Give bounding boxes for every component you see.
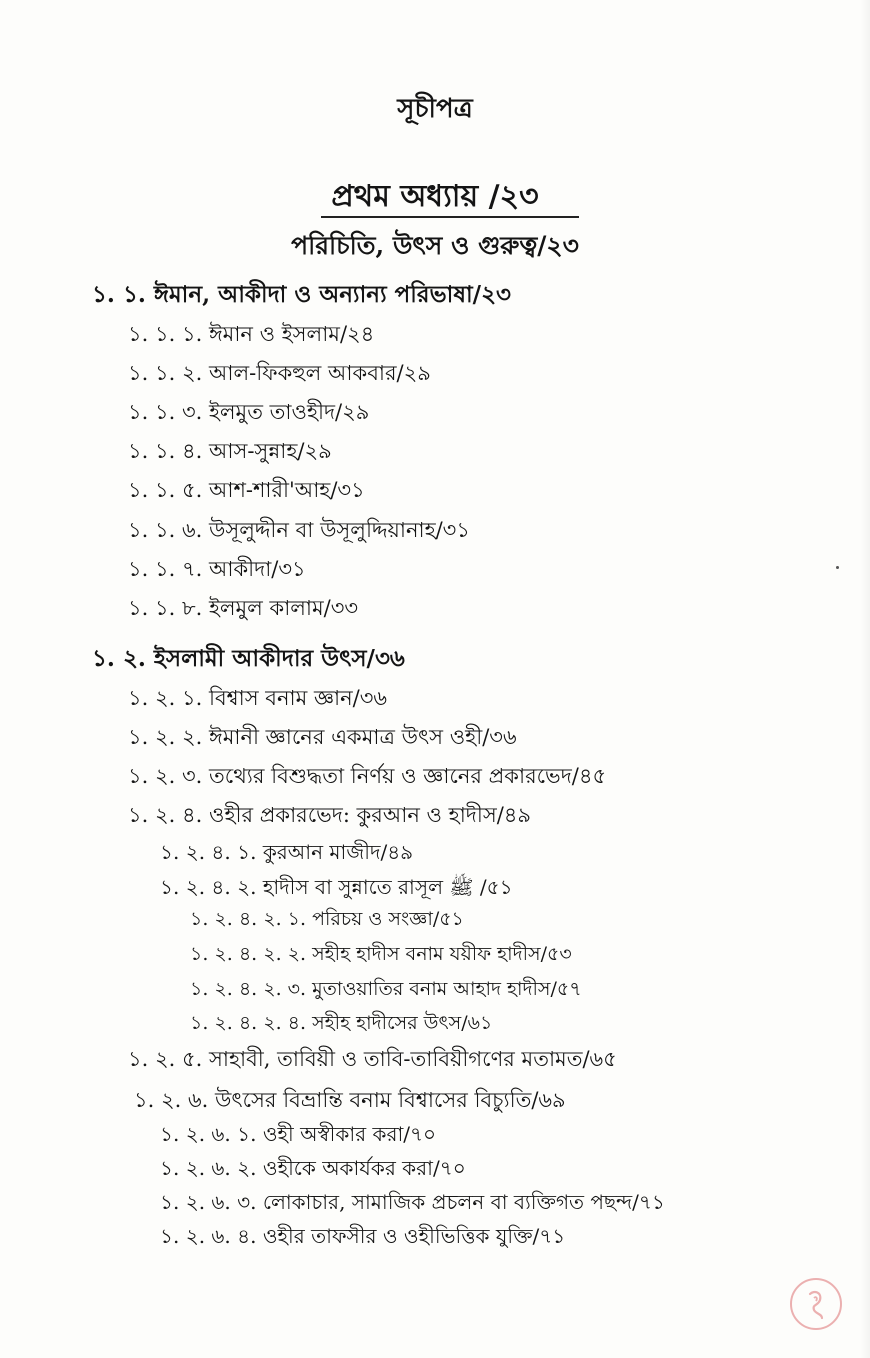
toc-entry bbox=[128, 764, 606, 789]
toc-entry-number: ১. ২. ৬. ২. bbox=[160, 1156, 257, 1180]
page-title: সূচীপত্র bbox=[397, 94, 473, 124]
toc-entry-number: ১. ১. ৪. bbox=[128, 439, 203, 463]
page-speck bbox=[836, 566, 839, 569]
toc-entry bbox=[134, 1088, 566, 1113]
toc-entry-title: ইসলামী আকীদার উৎস/৩৬ bbox=[153, 645, 405, 672]
toc-entry-title: সহীহ হাদীসের উৎস/৬১ bbox=[312, 1012, 493, 1034]
toc-entry bbox=[128, 1047, 617, 1072]
toc-entry bbox=[128, 322, 374, 347]
toc-entry bbox=[160, 1122, 436, 1146]
toc-entry-title: আস-সুন্নাহ/২৯ bbox=[208, 439, 332, 463]
toc-entry bbox=[92, 645, 405, 673]
toc-entry-title: বিশ্বাস বনাম জ্ঞান/৩৬ bbox=[208, 686, 388, 710]
toc-entry-title: কুরআন মাজীদ/৪৯ bbox=[262, 840, 414, 864]
toc-entry bbox=[190, 908, 464, 931]
toc-entry bbox=[128, 400, 369, 425]
toc-entry bbox=[160, 1224, 565, 1248]
toc-entry bbox=[128, 596, 358, 621]
toc-entry bbox=[128, 361, 431, 386]
toc-entry-number: ১. ২. ৬. bbox=[134, 1088, 209, 1112]
toc-entry-title: হাদীস বা সুন্নাতে রাসূল ﷺ /৫১ bbox=[262, 875, 513, 899]
toc-entry-title: উৎসের বিভ্রান্তি বনাম বিশ্বাসের বিচ্যুতি/৬৯ bbox=[215, 1088, 566, 1112]
toc-entry-number: ১. ১. bbox=[92, 281, 146, 308]
toc-entry-title: লোকাচার, সামাজিক প্রচলন বা ব্যক্তিগত পছন্দ/৭১ bbox=[262, 1190, 665, 1214]
toc-entry bbox=[128, 686, 387, 711]
toc-entry bbox=[190, 943, 572, 966]
toc-entry-number: ১. ২. ২. bbox=[128, 725, 203, 749]
toc-entry bbox=[190, 978, 582, 1001]
toc-entry-number: ১. ১. ৭. bbox=[128, 557, 203, 581]
toc-entry bbox=[160, 1156, 466, 1180]
toc-entry bbox=[128, 439, 332, 464]
toc-entry-number: ১. ২. ৬. ১. bbox=[160, 1122, 257, 1146]
toc-entry bbox=[128, 803, 531, 828]
toc-entry-title: ওহীকে অকার্যকর করা/৭০ bbox=[262, 1156, 466, 1180]
toc-entry-title: ইলমুল কালাম/৩৩ bbox=[208, 596, 359, 620]
publisher-seal-icon bbox=[790, 1278, 842, 1330]
toc-entry-title: ওহীর তাফসীর ও ওহীভিত্তিক যুক্তি/৭১ bbox=[262, 1224, 566, 1248]
toc-entry-title: সাহাবী, তাবিয়ী ও তাবি-তাবিয়ীগণের মতামত/৬৫ bbox=[208, 1047, 617, 1071]
toc-entry-title: সহীহ হাদীস বনাম যয়ীফ হাদীস/৫৩ bbox=[312, 943, 572, 965]
toc-entry-title: মুতাওয়াতির বনাম আহাদ হাদীস/৫৭ bbox=[312, 978, 582, 1000]
toc-entry-number: ১. ১. ৬. bbox=[128, 518, 203, 542]
toc-entry bbox=[128, 518, 470, 543]
toc-entry-number: ১. ১. ৩. bbox=[128, 400, 203, 424]
toc-entry-title: ঈমান ও ইসলাম/২৪ bbox=[208, 322, 375, 346]
toc-entry-number: ১. ১. ৮. bbox=[128, 596, 203, 620]
toc-entry-title: আশ-শারী'আহ/৩১ bbox=[208, 478, 365, 502]
toc-entry-title: আকীদা/৩১ bbox=[208, 557, 306, 581]
toc-entry-number: ১. ২. ৪. ২. bbox=[160, 875, 257, 899]
toc-entry-number: ১. ১. ৫. bbox=[128, 478, 203, 502]
toc-entry-number: ১. ২. bbox=[92, 645, 146, 672]
toc-entry-number: ১. ১. ২. bbox=[128, 361, 203, 385]
toc-entry-number: ১. ২. ৪. ২. ৪. bbox=[190, 1012, 307, 1034]
toc-entry-number: ১. ২. ৫. bbox=[128, 1047, 203, 1071]
toc-entry bbox=[160, 1190, 665, 1214]
toc-entry-number: ১. ২. ৪. ২. ২. bbox=[190, 943, 307, 965]
toc-entry-number: ১. ২. ৬. ৩. bbox=[160, 1190, 257, 1214]
toc-entry-title: ইলমুত তাওহীদ/২৯ bbox=[208, 400, 370, 424]
toc-entry-number: ১. ২. ১. bbox=[128, 686, 203, 710]
toc-entry-title: ঈমানী জ্ঞানের একমাত্র উৎস ওহী/৩৬ bbox=[209, 725, 517, 749]
toc-entry bbox=[128, 557, 306, 582]
toc-entry-title: আল-ফিকহুল আকবার/২৯ bbox=[208, 361, 431, 385]
toc-entry-number: ১. ২. ৪. bbox=[128, 803, 203, 827]
toc-entry-number: ১. ২. ৪. ২. ৩. bbox=[190, 978, 307, 1000]
toc-entry-number: ১. ২. ৪. ১. bbox=[160, 840, 257, 864]
toc-entry-title: পরিচয় ও সংজ্ঞা/৫১ bbox=[312, 908, 464, 930]
toc-entry-title: ঈমান, আকীদা ও অন্যান্য পরিভাষা/২৩ bbox=[153, 281, 511, 308]
chapter-subtitle: পরিচিতি, উৎস ও গুরুত্ব/২৩ bbox=[291, 231, 579, 260]
toc-entry-number: ১. ২. ৩. bbox=[128, 764, 203, 788]
toc-entry-title: উসূলুদ্দীন বা উসূলুদ্দিয়ানাহ/৩১ bbox=[208, 518, 470, 542]
toc-entry bbox=[160, 840, 413, 864]
toc-entry-number: ১. ২. ৪. ২. ১. bbox=[190, 908, 307, 930]
chapter-title: প্রথম অধ্যায় /২৩ bbox=[331, 179, 539, 214]
toc-entry-title: ওহী অস্বীকার করা/৭০ bbox=[262, 1122, 437, 1146]
toc-entry bbox=[128, 725, 517, 750]
toc-entry-number: ১. ২. ৬. ৪. bbox=[160, 1224, 257, 1248]
toc-entry-number: ১. ১. ১. bbox=[128, 322, 203, 346]
toc-entry bbox=[128, 478, 365, 503]
toc-entry-title: তথ্যের বিশুদ্ধতা নির্ণয় ও জ্ঞানের প্রকারভেদ/৪৫ bbox=[209, 764, 607, 788]
publisher-seal-graphic bbox=[792, 1280, 840, 1328]
toc-entry bbox=[190, 1012, 492, 1035]
toc-entry-title: ওহীর প্রকারভেদ: কুরআন ও হাদীস/৪৯ bbox=[208, 803, 532, 827]
toc-entry bbox=[160, 875, 513, 899]
toc-entry bbox=[92, 281, 511, 309]
